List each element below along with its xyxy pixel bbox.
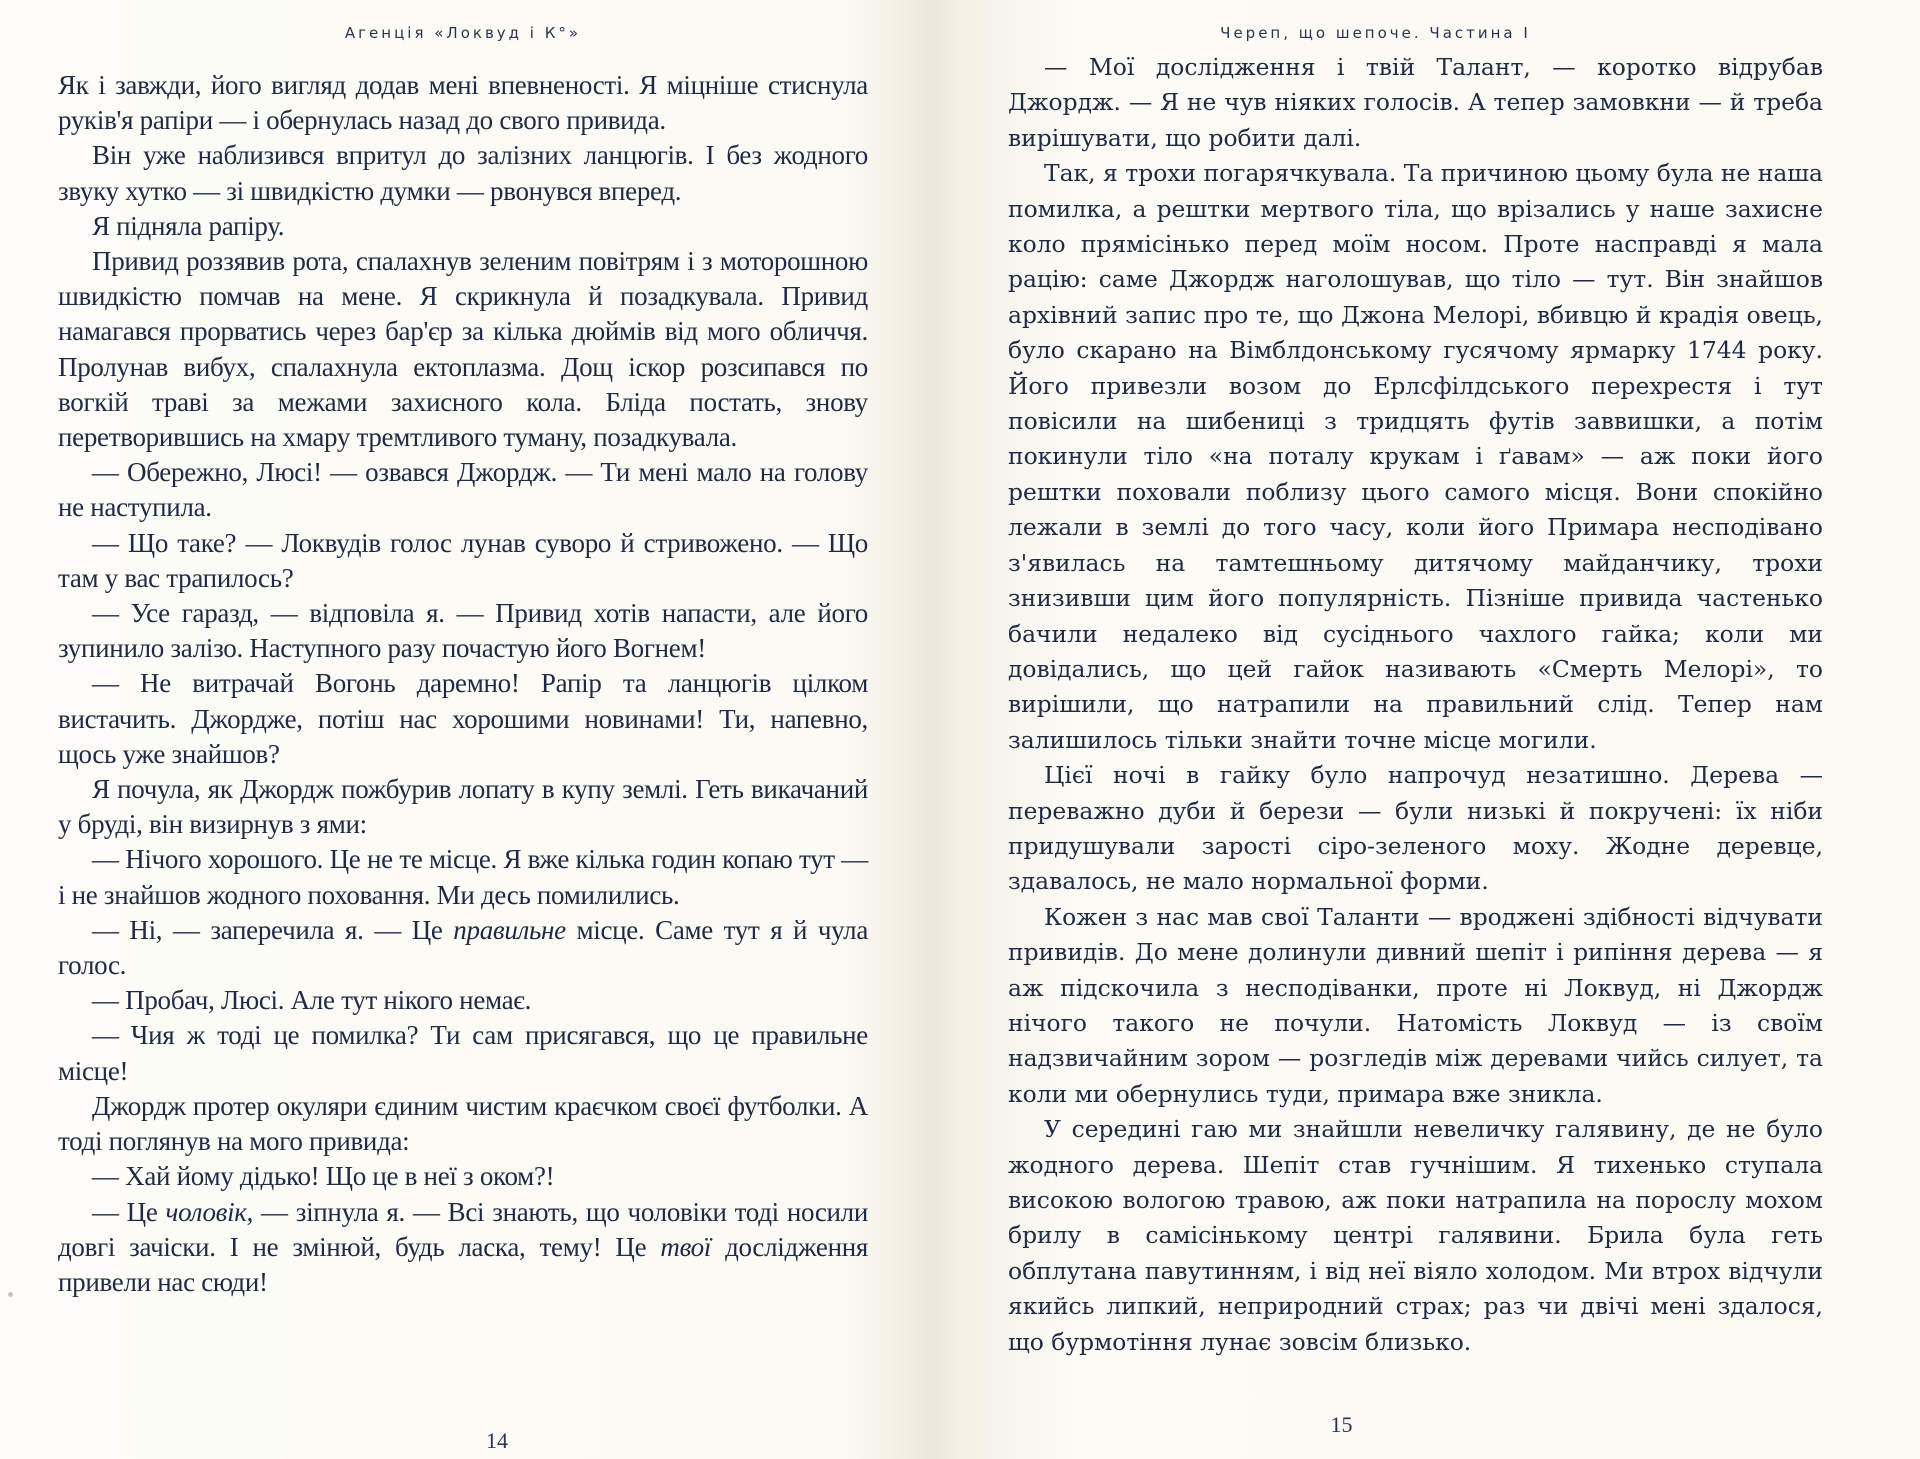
- italic-emphasis: правильне: [453, 914, 566, 945]
- page-number-left: 14: [486, 1428, 508, 1453]
- page-number-right: 15: [1330, 1412, 1353, 1437]
- left-page: [58, 0, 868, 1459]
- text-run: місце. Саме тут я й чула голос.: [58, 914, 869, 981]
- paragraph: — Нічого хорошого. Це не те місце. Я вже кілька годин копаю тут — і не знайшов жодного поховання. Ми десь помилились.: [58, 844, 868, 910]
- paragraph: — Обережно, Люсі! — озвався Джордж. — Ти мені мало на голову не наступила.: [58, 457, 868, 523]
- margin-speck: [8, 1292, 13, 1297]
- text-run: дослідження привели нас сюди!: [58, 1231, 869, 1297]
- paragraph: — Мої дослідження і твій Талант, — коротко відрубав Джордж. — Я не чув ніяких голосів. А тепер замовкни — й треба вирішувати, що робити далі.: [1008, 53, 1823, 152]
- paragraph: — Усе гаразд, — відповіла я. — Привид хотів напасти, але його зупинило залізо. Наступного разу почастую його Вогнем!: [58, 598, 868, 664]
- paragraph: Я почула, як Джордж пожбурив лопату в купу землі. Геть викачаний у бруді, він визирнув з ями:: [58, 774, 868, 840]
- paragraph: [58, 913, 868, 983]
- paragraph: — Що таке? — Локвудів голос лунав суворо й стривожено. — Що там у вас трапилось?: [58, 527, 868, 593]
- paragraph: Привид роззявив рота, спалахнув зеленим повітрям і з моторошною швидкістю помчав на мене. Я скрикнула й позадкувала. Привид намагався прорватись через бар'єр за кілька дюймів від мого обличчя. Пролунав вибух, спалахнула ектоплазма. Дощ іскор розсипався по вогкій траві за межами захисного кола. Бліда постать, знову перетворившись на хмару тремтливого туману, позадкувала.: [58, 246, 868, 453]
- right-page: [1008, 0, 1823, 1459]
- running-head-right: Череп, що шепоче. Частина І: [1220, 24, 1531, 42]
- paragraph: Він уже наблизився впритул до залізних ланцюгів. І без жодного звуку хутко — зі швидкістю думки — рвонувся вперед.: [58, 140, 868, 206]
- paragraph: — Чия ж тоді це помилка? Ти сам присягався, що це правильне місце!: [58, 1020, 868, 1086]
- italic-emphasis: чоловік: [165, 1196, 247, 1227]
- paragraph: Так, я трохи погарячкувала. Та причиною цьому була не наша помилка, а рештки мертвого тіла, що врізались у наше захисне коло прямісінько перед моїм носом. Проте насправді я мала рацію: саме Джордж наголошував, що тіло — тут. Він знайшов архівний запис про те, що Джона Мелорі, вбивцю й крадія овець, було скарано на Вімблдонському гусячому ярмарку 1744 року. Його привезли возом до Ерлсфілдського перехрестя і тут повісили на шибениці з тридцять футів заввишки, а потім покинули тіло «на поталу крукам і ґавам» — аж поки його рештки поховали поблизу цього самого місця. Вони спокійно лежали в землі до того часу, коли його Примара несподівано з'явилась на тамтешньому дитячому майданчику, трохи знизивши цим його популярність. Пізніше привида частенько бачили недалеко від сусіднього чахлого гайка; коли ми довідались, що цей гайок називають «Смерть Мелорі», то вирішили, що натрапили на правильний слід. Тепер нам залишилось тільки знайти точне місце могили.: [1008, 159, 1823, 754]
- running-head-left: Агенція «Локвуд і К°»: [344, 24, 582, 42]
- text-run: — Це: [92, 1196, 166, 1227]
- right-page-body: [1008, 50, 1823, 1360]
- paragraph: Я підняла рапіру.: [92, 210, 285, 241]
- paragraph: [58, 1195, 868, 1301]
- italic-emphasis: твої: [660, 1231, 712, 1262]
- text-run: — Ні, — заперечила я. — Це: [92, 914, 454, 945]
- left-page-body: [58, 68, 868, 1300]
- paragraph: Джордж протер окуляри єдиним чистим краєчком своєї футболки. А тоді поглянув на мого привида:: [58, 1090, 868, 1157]
- paragraph: У середині гаю ми знайшли невеличку галявину, де не було жодного дерева. Шепіт став гучнішим. Я тихенько ступала високою вологою травою, аж поки натрапила на порослу мохом брилу в самісінькому центрі галявини. Брила була геть обплутана павутинням, і від неї віяло холодом. Ми втрох відчули якийсь липкий, неприродний страх; раз чи двічі мені здалося, що бурмотіння лунає зовсім близько.: [1008, 1115, 1823, 1356]
- paragraph: — Не витрачай Вогонь даремно! Рапір та ланцюгів цілком вистачить. Джордже, потіш нас хорошими новинами! Ти, напевно, щось уже знайшов?: [58, 668, 868, 769]
- paragraph: Цієї ночі в гайку було напрочуд незатишно. Дерева — переважно дуби й берези — були низькі й покручені: їх ніби придушували зарості сіро-зеленого моху. Жодне деревце, здавалось, не мало нормальної форми.: [1008, 761, 1823, 896]
- paragraph: — Хай йому дідько! Що це в неї з оком?!: [92, 1161, 555, 1192]
- paragraph: Кожен з нас мав свої Таланти — вроджені здібності відчувати привидів. До мене долинули дивний шепіт і рипіння дерева — я аж підскочила з несподіванки, проте ні Локвуд, ні Джордж нічого такого не почули. Натомість Локвуд — із своїм надзвичайним зором — розгледів між деревами чийсь силует, та коли ми обернулись туди, примара вже зникла.: [1008, 902, 1823, 1108]
- paragraph: Як і завжди, його вигляд додав мені впевненості. Я міцніше стиснула руків'я рапіри — і обернулась назад до свого привида.: [58, 70, 868, 136]
- text-run: , — зіпнула я. — Всі знають, що чоловіки тоді носили довгі зачіски. І не змінюй, будь ласка, тему! Це: [58, 1196, 868, 1262]
- paragraph: — Пробач, Люсі. Але тут нікого немає.: [92, 985, 532, 1016]
